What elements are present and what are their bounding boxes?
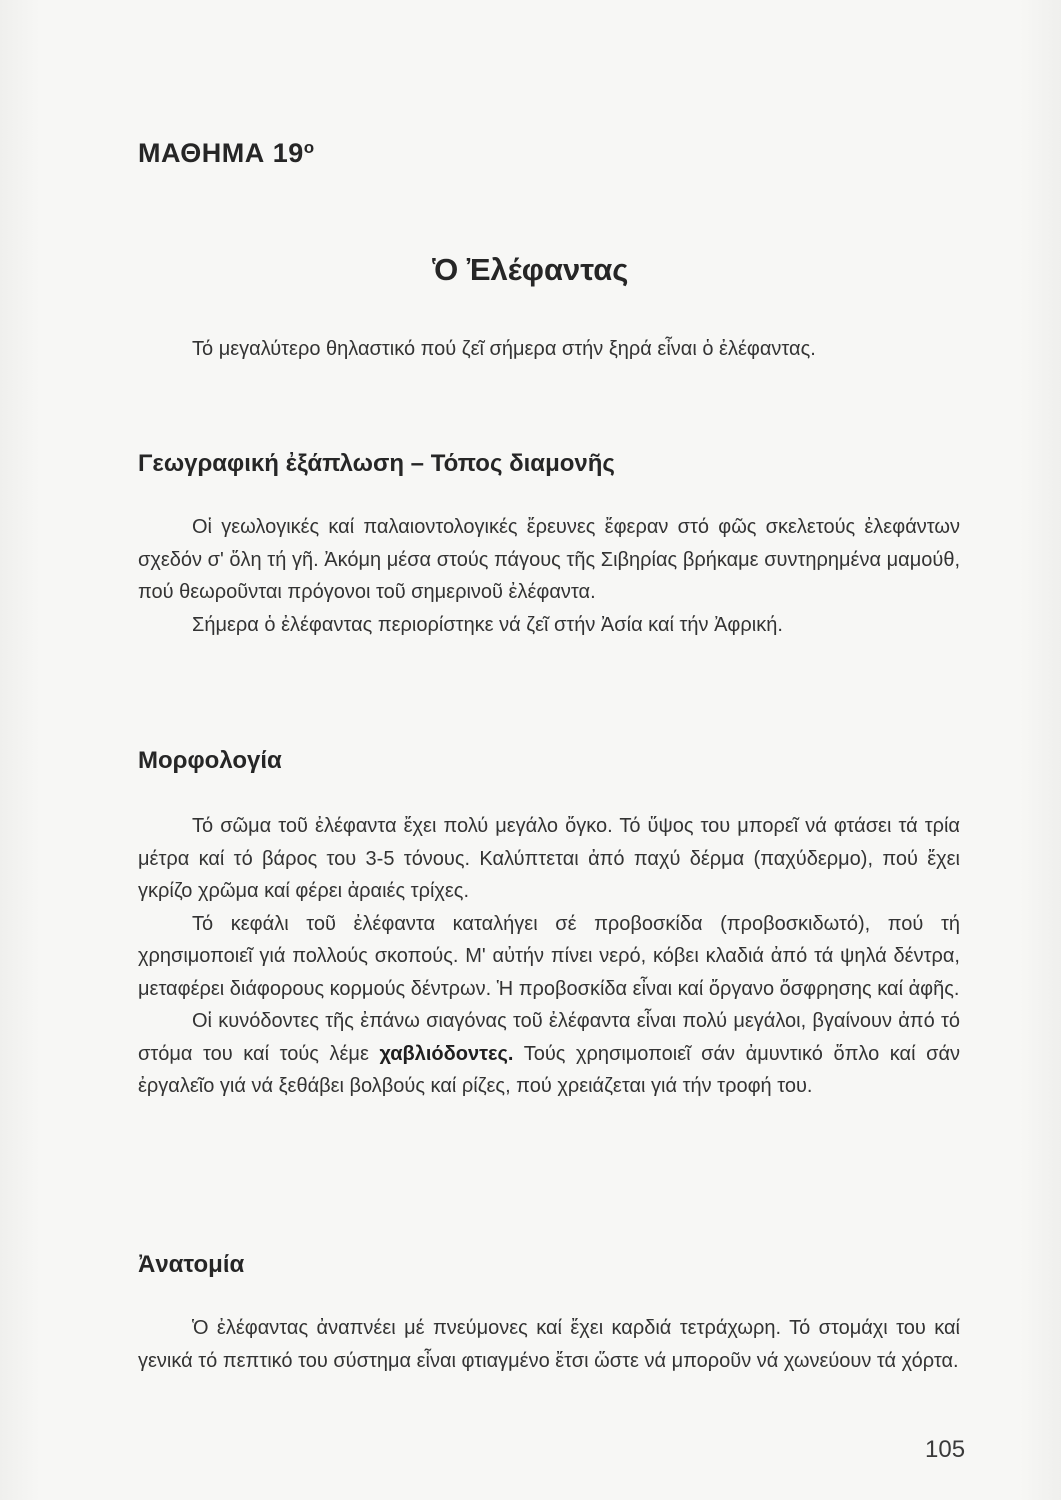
lesson-label: ΜΑΘΗΜΑ 19: [138, 138, 304, 168]
lesson-ordinal: ο: [303, 138, 315, 157]
anatomy-section: [138, 1312, 960, 1377]
intro-section: [138, 333, 960, 366]
lesson-heading: [138, 138, 315, 169]
tusks-text-before: Οἱ κυνόδοντες τῆς ἐπάνω σιαγόνας τοῦ ἐλέφαντα εἶναι πολύ μεγάλοι, βγαίνουν ἀπό τό στόμα του καί τούς λέμε: [138, 1010, 960, 1065]
anatomy-heading: Ἀνατομία: [138, 1251, 245, 1278]
geography-heading: Γεωγραφική ἐξάπλωση – Τόπος διαμονῆς: [138, 450, 615, 477]
morphology-section: [138, 810, 960, 1103]
tusks-term: χαβλιόδοντες.: [379, 1042, 514, 1065]
tusks-text-after: Τούς χρησιμοποιεῖ σάν ἀμυντικό ὅπλο καί σάν ἐργαλεῖο γιά νά ξεθάβει βολβούς καί ρίζες, πού χρειάζεται γιά τήν τροφή του.: [138, 1042, 960, 1097]
morphology-paragraph: Τό κεφάλι τοῦ ἐλέφαντα καταλήγει σέ προβοσκίδα (προβοσκιδωτό), πού τή χρησιμοποιεῖ γιά πολλούς σκοπούς. Μ' αὐτήν πίνει νερό, κόβει κλαδιά ἀπό τά ψηλά δέντρα, μεταφέρει διάφορους κορμούς δέντρων. Ἡ προβοσκίδα εἶναι καί ὄργανο ὄσφρησης καί ἀφῆς.: [138, 912, 960, 1000]
page-number: 105: [925, 1436, 966, 1463]
anatomy-paragraph: Ὁ ἐλέφαντας ἀναπνέει μέ πνεύμονες καί ἔχει καρδιά τετράχωρη. Τό στομάχι του καί γενικά τό πεπτικό του σύστημα εἶναι φτιαγμένο ἔτσι ὥστε νά μποροῦν νά χωνεύουν τά χόρτα.: [138, 1317, 960, 1372]
morphology-paragraph: Τό σῶμα τοῦ ἐλέφαντα ἔχει πολύ μεγάλο ὄγκο. Τό ὕψος του μπορεῖ νά φτάσει τά τρία μέτρα καί τό βάρος του 3-5 τόνους. Καλύπτεται ἀπό παχύ δέρμα (παχύδερμο), πού ἔχει γκρίζο χρῶμα καί φέρει ἀραιές τρίχες.: [138, 815, 960, 902]
geography-paragraph: Σήμερα ὁ ἐλέφαντας περιορίστηκε νά ζεῖ στήν Ἀσία καί τήν Ἀφρική.: [192, 613, 783, 636]
tusks-paragraph: [138, 1005, 960, 1103]
geography-section: [138, 511, 960, 641]
geography-paragraph: Οἱ γεωλογικές καί παλαιοντολογικές ἔρευνες ἔφεραν στό φῶς σκελετούς ἐλεφάντων σχεδόν σ' ὅλη τή γῆ. Ἀκόμη μέσα στούς πάγους τῆς Σιβηρίας βρήκαμε συντηρημένα μαμούθ, πού θεωροῦνται πρόγονοι τοῦ σημερινοῦ ἐλέφαντα.: [138, 516, 960, 603]
intro-paragraph: Τό μεγαλύτερο θηλαστικό πού ζεῖ σήμερα στήν ξηρά εἶναι ὁ ἐλέφαντας.: [192, 338, 816, 360]
page-title: Ὁ Ἐλέφαντας: [432, 252, 629, 287]
morphology-heading: Μορφολογία: [138, 747, 282, 774]
